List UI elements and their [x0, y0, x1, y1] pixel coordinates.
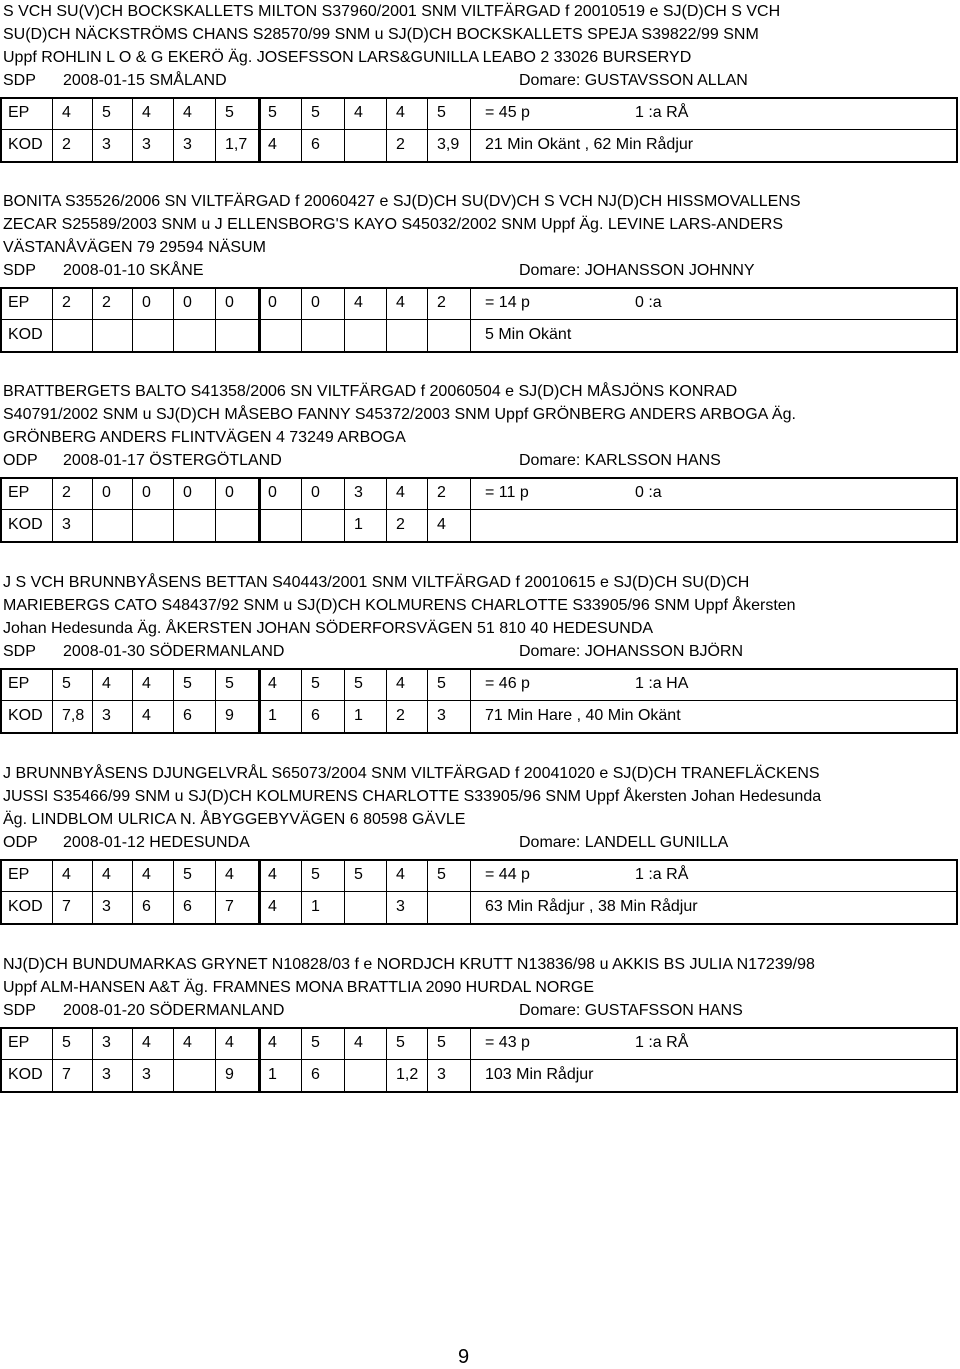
grid-line-v	[258, 287, 261, 353]
grid-line-h	[0, 1091, 958, 1093]
exam-info-line	[3, 999, 953, 1022]
grid-line-h	[0, 161, 958, 163]
ep-score-cell: 4	[102, 675, 111, 692]
grid-line-v	[427, 477, 428, 543]
grid-line-v	[215, 97, 216, 163]
grid-line-v	[470, 287, 471, 353]
grid-line-v	[427, 668, 428, 734]
grid-line-v	[386, 859, 387, 925]
exam-class: SDP	[3, 72, 36, 89]
grid-line-v	[132, 859, 133, 925]
ep-score-cell: 0	[311, 294, 320, 311]
grid-line-v	[386, 1027, 387, 1093]
grid-line-v	[132, 287, 133, 353]
exam-date-region: 2008-01-17 ÖSTERGÖTLAND	[63, 452, 282, 469]
ep-prize: 1 :a RÅ	[635, 104, 689, 121]
ep-score-cell: 4	[396, 866, 405, 883]
ep-score-cell: 4	[62, 866, 71, 883]
grid-line-h	[0, 319, 958, 320]
grid-line-v	[258, 1027, 261, 1093]
ep-score-cell: 4	[268, 1034, 277, 1051]
grid-line-v	[301, 477, 302, 543]
grid-line-v	[0, 668, 2, 734]
kod-value-cell: 3	[102, 1066, 111, 1083]
grid-line-h	[0, 859, 958, 861]
kod-label: KOD	[8, 707, 43, 724]
ep-score-cell: 4	[225, 866, 234, 883]
grid-line-h	[0, 541, 958, 543]
ep-score-cell: 0	[268, 484, 277, 501]
ep-score-cell: 4	[396, 104, 405, 121]
kod-value-cell: 3	[102, 707, 111, 724]
entry-text-line: NJ(D)CH BUNDUMARKAS GRYNET N10828/03 f e NORDJCH KRUTT N13836/98 u AKKIS BS JULIA N17239/98	[3, 956, 815, 973]
kod-value-cell: 6	[142, 898, 151, 915]
exam-class: SDP	[3, 643, 36, 660]
grid-line-h	[0, 668, 958, 670]
grid-line-v	[132, 477, 133, 543]
grid-line-v	[344, 97, 345, 163]
kod-value-cell: 9	[225, 1066, 234, 1083]
kod-label: KOD	[8, 326, 43, 343]
ep-score-cell: 5	[437, 866, 446, 883]
kod-value-cell: 3	[102, 136, 111, 153]
ep-score-cell: 5	[268, 104, 277, 121]
ep-label: EP	[8, 675, 30, 692]
grid-line-v	[173, 477, 174, 543]
ep-prize: 0 :a	[635, 484, 662, 501]
grid-line-v	[344, 668, 345, 734]
ep-score-cell: 5	[225, 104, 234, 121]
kod-label: KOD	[8, 898, 43, 915]
ep-prize: 1 :a RÅ	[635, 866, 689, 883]
entry-text-line: Johan Hedesunda Äg. ÅKERSTEN JOHAN SÖDERFORSVÄGEN 51 810 40 HEDESUNDA	[3, 620, 654, 637]
page-number: 9	[458, 1346, 470, 1368]
ep-total: = 44 p	[485, 866, 530, 883]
grid-line-v	[386, 477, 387, 543]
grid-line-v	[92, 97, 93, 163]
grid-line-v	[301, 859, 302, 925]
grid-line-v	[470, 668, 471, 734]
grid-line-v	[52, 859, 53, 925]
grid-line-v	[215, 668, 216, 734]
grid-line-v	[956, 859, 958, 925]
ep-score-cell: 5	[102, 104, 111, 121]
ep-total: = 45 p	[485, 104, 530, 121]
ep-score-cell: 5	[311, 104, 320, 121]
kod-value-cell: 3,9	[437, 136, 460, 153]
kod-value-cell: 3	[102, 898, 111, 915]
kod-value-cell: 2	[396, 136, 405, 153]
kod-summary: 21 Min Okänt , 62 Min Rådjur	[485, 136, 694, 153]
grid-line-v	[0, 477, 2, 543]
kod-label: KOD	[8, 1066, 43, 1083]
score-grid	[0, 1027, 958, 1091]
exam-class: ODP	[3, 834, 38, 851]
kod-value-cell: 6	[183, 898, 192, 915]
exam-judge: Domare: KARLSSON HANS	[519, 452, 721, 469]
ep-score-cell: 5	[311, 866, 320, 883]
kod-label: KOD	[8, 516, 43, 533]
ep-score-cell: 4	[102, 866, 111, 883]
kod-value-cell: 3	[62, 516, 71, 533]
kod-value-cell: 7,8	[62, 707, 85, 724]
ep-score-cell: 4	[396, 675, 405, 692]
grid-line-v	[132, 97, 133, 163]
grid-line-v	[386, 97, 387, 163]
kod-value-cell: 1,7	[225, 136, 248, 153]
entry-text-line: S40791/2002 SNM u SJ(D)CH MÅSEBO FANNY S45372/2003 SNM Uppf GRÖNBERG ANDERS ARBOGA Äg.	[3, 406, 796, 423]
ep-score-cell: 5	[437, 1034, 446, 1051]
kod-value-cell: 3	[183, 136, 192, 153]
grid-line-h	[0, 129, 958, 130]
exam-date-region: 2008-01-20 SÖDERMANLAND	[63, 1002, 285, 1019]
grid-line-v	[92, 1027, 93, 1093]
kod-value-cell: 1	[354, 707, 363, 724]
ep-score-cell: 2	[62, 294, 71, 311]
grid-line-v	[301, 287, 302, 353]
grid-line-v	[132, 1027, 133, 1093]
grid-line-v	[52, 97, 53, 163]
ep-score-cell: 0	[268, 294, 277, 311]
ep-score-cell: 2	[437, 484, 446, 501]
ep-score-cell: 2	[102, 294, 111, 311]
kod-summary: 5 Min Okänt	[485, 326, 572, 343]
ep-score-cell: 4	[354, 104, 363, 121]
grid-line-h	[0, 287, 958, 289]
exam-info-line	[3, 69, 953, 92]
ep-score-cell: 5	[437, 675, 446, 692]
grid-line-h	[0, 891, 958, 892]
grid-line-v	[427, 287, 428, 353]
ep-score-cell: 5	[62, 1034, 71, 1051]
grid-line-v	[301, 668, 302, 734]
grid-line-h	[0, 732, 958, 734]
ep-score-cell: 4	[142, 675, 151, 692]
ep-score-cell: 4	[183, 104, 192, 121]
kod-value-cell: 3	[437, 707, 446, 724]
grid-line-v	[470, 859, 471, 925]
ep-score-cell: 0	[311, 484, 320, 501]
grid-line-v	[52, 1027, 53, 1093]
exam-judge: Domare: LANDELL GUNILLA	[519, 834, 729, 851]
exam-date-region: 2008-01-30 SÖDERMANLAND	[63, 643, 285, 660]
kod-value-cell: 9	[225, 707, 234, 724]
ep-label: EP	[8, 866, 30, 883]
kod-summary: 71 Min Hare , 40 Min Okänt	[485, 707, 681, 724]
ep-score-cell: 4	[396, 484, 405, 501]
exam-judge: Domare: JOHANSSON BJÖRN	[519, 643, 744, 660]
ep-label: EP	[8, 104, 30, 121]
exam-date-region: 2008-01-12 HEDESUNDA	[63, 834, 250, 851]
kod-value-cell: 7	[62, 898, 71, 915]
grid-line-v	[956, 1027, 958, 1093]
grid-line-h	[0, 1027, 958, 1029]
grid-line-v	[427, 97, 428, 163]
exam-judge: Domare: JOHANSSON JOHNNY	[519, 262, 755, 279]
grid-line-v	[344, 287, 345, 353]
ep-score-cell: 2	[437, 294, 446, 311]
grid-line-v	[0, 859, 2, 925]
entry-text-line: Äg. LINDBLOM ULRICA N. ÅBYGGEBYVÄGEN 6 80598 GÄVLE	[3, 811, 466, 828]
kod-value-cell: 1	[268, 707, 277, 724]
kod-value-cell: 1,2	[396, 1066, 419, 1083]
grid-line-v	[52, 287, 53, 353]
ep-score-cell: 4	[396, 294, 405, 311]
exam-info-line	[3, 640, 953, 663]
exam-class: ODP	[3, 452, 38, 469]
ep-score-cell: 0	[225, 484, 234, 501]
ep-label: EP	[8, 484, 30, 501]
ep-score-cell: 5	[311, 1034, 320, 1051]
ep-score-cell: 4	[142, 104, 151, 121]
kod-value-cell: 7	[62, 1066, 71, 1083]
kod-value-cell: 6	[183, 707, 192, 724]
ep-score-cell: 5	[437, 104, 446, 121]
exam-info-line	[3, 831, 953, 854]
ep-score-cell: 4	[62, 104, 71, 121]
kod-value-cell: 4	[142, 707, 151, 724]
ep-label: EP	[8, 1034, 30, 1051]
ep-total: = 14 p	[485, 294, 530, 311]
grid-line-v	[0, 287, 2, 353]
grid-line-v	[0, 97, 2, 163]
entry-text-line: BRATTBERGETS BALTO S41358/2006 SN VILTFÄRGAD f 20060504 e SJ(D)CH MÅSJÖNS KONRAD	[3, 383, 738, 400]
grid-line-v	[258, 859, 261, 925]
ep-score-cell: 0	[225, 294, 234, 311]
score-grid	[0, 97, 958, 161]
grid-line-h	[0, 1059, 958, 1060]
grid-line-v	[470, 97, 471, 163]
exam-judge: Domare: GUSTAFSSON HANS	[519, 1002, 743, 1019]
kod-value-cell: 1	[311, 898, 320, 915]
score-grid	[0, 668, 958, 732]
ep-score-cell: 5	[396, 1034, 405, 1051]
grid-line-v	[956, 97, 958, 163]
grid-line-v	[956, 287, 958, 353]
ep-score-cell: 4	[354, 1034, 363, 1051]
grid-line-v	[258, 97, 261, 163]
grid-line-v	[301, 97, 302, 163]
exam-judge: Domare: GUSTAVSSON ALLAN	[519, 72, 748, 89]
ep-total: = 46 p	[485, 675, 530, 692]
ep-score-cell: 0	[142, 294, 151, 311]
entry-text-line: J S VCH BRUNNBYÅSENS BETTAN S40443/2001 SNM VILTFÄRGAD f 20010615 e SJ(D)CH SU(D)CH	[3, 574, 750, 591]
ep-score-cell: 5	[183, 675, 192, 692]
kod-value-cell: 6	[311, 707, 320, 724]
ep-score-cell: 4	[142, 1034, 151, 1051]
grid-line-h	[0, 351, 958, 353]
entry-text-line: J BRUNNBYÅSENS DJUNGELVRÅL S65073/2004 SNM VILTFÄRGAD f 20041020 e SJ(D)CH TRANEFLÄCKENS	[3, 765, 820, 782]
entry-text-line: Uppf ALM-HANSEN A&T Äg. FRAMNES MONA BRATTLIA 2090 HURDAL NORGE	[3, 979, 594, 996]
grid-line-v	[258, 477, 261, 543]
ep-score-cell: 4	[225, 1034, 234, 1051]
grid-line-h	[0, 700, 958, 701]
grid-line-v	[215, 287, 216, 353]
score-grid	[0, 859, 958, 923]
ep-score-cell: 5	[311, 675, 320, 692]
grid-line-v	[52, 477, 53, 543]
ep-total: = 11 p	[485, 484, 529, 501]
grid-line-v	[386, 668, 387, 734]
grid-line-v	[173, 859, 174, 925]
kod-value-cell: 4	[268, 136, 277, 153]
ep-score-cell: 0	[142, 484, 151, 501]
grid-line-v	[92, 477, 93, 543]
kod-value-cell: 2	[62, 136, 71, 153]
ep-score-cell: 4	[268, 866, 277, 883]
kod-value-cell: 6	[311, 136, 320, 153]
grid-line-v	[956, 668, 958, 734]
grid-line-v	[470, 1027, 471, 1093]
exam-class: SDP	[3, 1002, 36, 1019]
ep-score-cell: 0	[183, 484, 192, 501]
grid-line-v	[92, 287, 93, 353]
ep-score-cell: 0	[183, 294, 192, 311]
ep-score-cell: 2	[62, 484, 71, 501]
entry-text-line: VÄSTANÅVÄGEN 79 29594 NÄSUM	[3, 239, 266, 256]
ep-score-cell: 4	[183, 1034, 192, 1051]
ep-prize: 1 :a RÅ	[635, 1034, 689, 1051]
kod-value-cell: 3	[142, 1066, 151, 1083]
entry-text-line: S VCH SU(V)CH BOCKSKALLETS MILTON S37960/2001 SNM VILTFÄRGAD f 20010519 e SJ(D)CH S VCH	[3, 3, 781, 20]
exam-class: SDP	[3, 262, 36, 279]
kod-value-cell: 3	[437, 1066, 446, 1083]
grid-line-v	[92, 859, 93, 925]
kod-summary: 63 Min Rådjur , 38 Min Rådjur	[485, 898, 698, 915]
kod-value-cell: 2	[396, 516, 405, 533]
entry-text-line: SU(D)CH NÄCKSTRÖMS CHANS S28570/99 SNM u SJ(D)CH BOCKSKALLETS SPEJA S39822/99 SNM	[3, 26, 759, 43]
grid-line-v	[258, 668, 261, 734]
score-grid	[0, 287, 958, 351]
ep-score-cell: 5	[354, 675, 363, 692]
grid-line-h	[0, 509, 958, 510]
grid-line-v	[173, 97, 174, 163]
exam-info-line	[3, 259, 953, 282]
grid-line-v	[215, 1027, 216, 1093]
kod-summary: 103 Min Rådjur	[485, 1066, 594, 1083]
entry-text-line: JUSSI S35466/99 SNM u SJ(D)CH KOLMURENS CHARLOTTE S33905/96 SNM Uppf Åkersten Johan Hedesunda	[3, 788, 822, 805]
score-grid	[0, 477, 958, 541]
kod-value-cell: 1	[268, 1066, 277, 1083]
grid-line-h	[0, 477, 958, 479]
grid-line-h	[0, 923, 958, 925]
ep-score-cell: 4	[268, 675, 277, 692]
kod-value-cell: 3	[396, 898, 405, 915]
grid-line-v	[132, 668, 133, 734]
kod-value-cell: 7	[225, 898, 234, 915]
kod-value-cell: 2	[396, 707, 405, 724]
grid-line-v	[52, 668, 53, 734]
grid-line-v	[92, 668, 93, 734]
ep-total: = 43 p	[485, 1034, 530, 1051]
entry-text-line: ZECAR S25589/2003 SNM u J ELLENSBORG'S KAYO S45032/2002 SNM Uppf Äg. LEVINE LARS-ANDERS	[3, 216, 783, 233]
exam-info-line	[3, 449, 953, 472]
grid-line-v	[301, 1027, 302, 1093]
grid-line-v	[344, 859, 345, 925]
grid-line-v	[344, 477, 345, 543]
grid-line-v	[427, 859, 428, 925]
entry-text-line: GRÖNBERG ANDERS FLINTVÄGEN 4 73249 ARBOGA	[3, 429, 406, 446]
exam-date-region: 2008-01-10 SKÅNE	[63, 262, 204, 279]
ep-score-cell: 3	[102, 1034, 111, 1051]
grid-line-v	[427, 1027, 428, 1093]
ep-score-cell: 5	[183, 866, 192, 883]
grid-line-v	[215, 859, 216, 925]
kod-value-cell: 4	[437, 516, 446, 533]
grid-line-v	[956, 477, 958, 543]
grid-line-v	[173, 668, 174, 734]
ep-score-cell: 4	[354, 294, 363, 311]
kod-value-cell: 4	[268, 898, 277, 915]
entry-text-line: Uppf ROHLIN L O & G EKERÖ Äg. JOSEFSSON LARS&GUNILLA LEABO 2 33026 BURSERYD	[3, 49, 692, 66]
grid-line-v	[173, 287, 174, 353]
kod-value-cell: 1	[354, 516, 363, 533]
grid-line-h	[0, 97, 958, 99]
ep-label: EP	[8, 294, 30, 311]
grid-line-v	[470, 477, 471, 543]
grid-line-v	[386, 287, 387, 353]
ep-score-cell: 5	[354, 866, 363, 883]
ep-prize: 1 :a HA	[635, 675, 689, 692]
kod-label: KOD	[8, 136, 43, 153]
ep-score-cell: 5	[225, 675, 234, 692]
grid-line-v	[0, 1027, 2, 1093]
entry-text-line: MARIEBERGS CATO S48437/92 SNM u SJ(D)CH KOLMURENS CHARLOTTE S33905/96 SNM Uppf Åkersten	[3, 597, 796, 614]
grid-line-v	[344, 1027, 345, 1093]
ep-score-cell: 0	[102, 484, 111, 501]
ep-score-cell: 3	[354, 484, 363, 501]
exam-date-region: 2008-01-15 SMÅLAND	[63, 72, 227, 89]
kod-value-cell: 3	[142, 136, 151, 153]
grid-line-v	[173, 1027, 174, 1093]
kod-value-cell: 6	[311, 1066, 320, 1083]
entry-text-line: BONITA S35526/2006 SN VILTFÄRGAD f 20060427 e SJ(D)CH SU(DV)CH S VCH NJ(D)CH HISSMOVALLENS	[3, 193, 801, 210]
grid-line-v	[215, 477, 216, 543]
ep-score-cell: 4	[142, 866, 151, 883]
ep-prize: 0 :a	[635, 294, 662, 311]
ep-score-cell: 5	[62, 675, 71, 692]
